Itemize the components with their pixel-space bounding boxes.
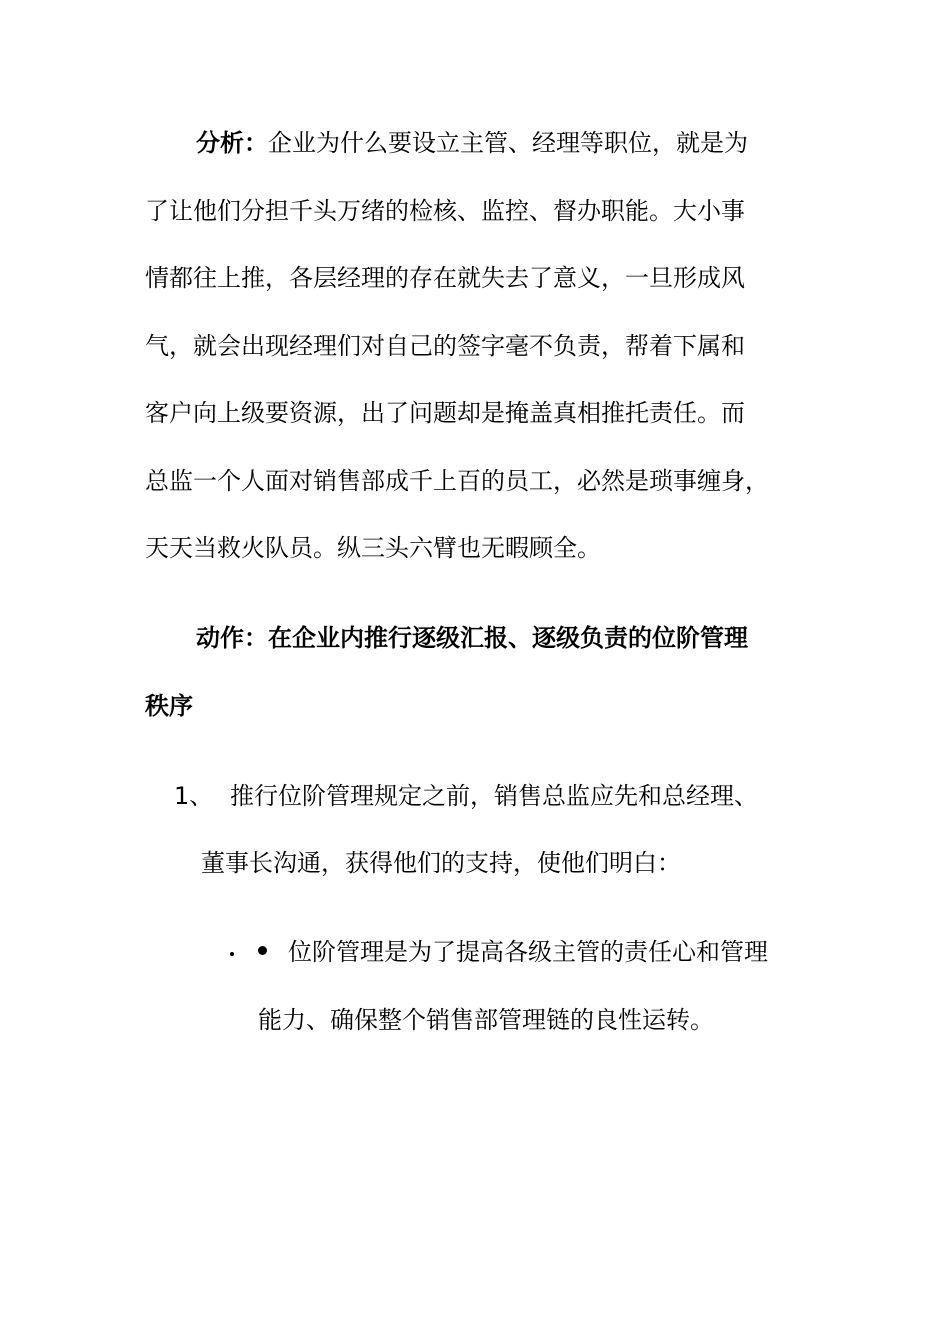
analysis-line: 企业为什么要设立主管、经理等职位，就是为 <box>268 129 748 157</box>
analysis-line: 情都往上推，各层经理的存在就失去了意义，一旦形成风 <box>145 264 745 292</box>
bullet-line: 能力、确保整个销售部管理链的良性运转。 <box>258 1006 714 1034</box>
analysis-line: 了让他们分担千头万绪的检核、监控、督办职能。大小事 <box>145 197 745 225</box>
analysis-line: 总监一个人面对销售部成千上百的员工，必然是琐事缠身， <box>145 467 769 495</box>
analysis-line: 气，就会出现经理们对自己的签字毫不负责，帮着下属和 <box>145 332 745 360</box>
analysis-label: 分析： <box>196 129 268 157</box>
bullet-icon <box>258 946 267 955</box>
action-heading-line: 秩序 <box>145 692 193 720</box>
action-heading-line: 动作：在企业内推行逐级汇报、逐级负责的位阶管理 <box>196 624 748 652</box>
list-item-line: 推行位阶管理规定之前，销售总监应先和总经理、 <box>230 782 758 810</box>
bullet-small-icon <box>230 952 234 956</box>
analysis-line: 客户向上级要资源，出了问题却是掩盖真相推托责任。而 <box>145 399 745 427</box>
bullet-line: 位阶管理是为了提高各级主管的责任心和管理 <box>288 938 768 966</box>
list-item-number: 1、 <box>174 782 214 810</box>
analysis-first-line <box>196 128 748 158</box>
analysis-line: 天天当救火队员。纵三头六臂也无暇顾全。 <box>145 534 601 562</box>
list-item-line: 董事长沟通，获得他们的支持，使他们明白： <box>201 849 681 877</box>
